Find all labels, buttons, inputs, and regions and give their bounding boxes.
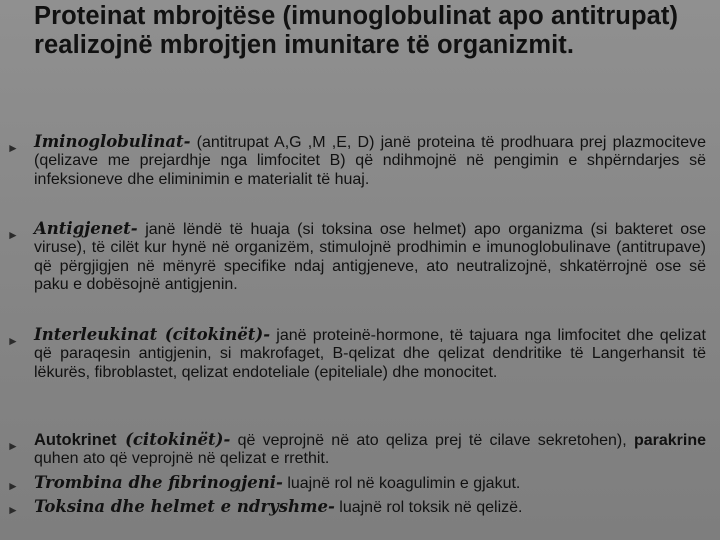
- bullet-text: [34, 220, 706, 295]
- bullet-term: Antigjenet-: [34, 219, 138, 238]
- bullet-term: Toksina dhe helmet e ndryshme-: [34, 497, 335, 516]
- bullet-description: luajnë rol toksik në qelizë.: [334, 499, 523, 516]
- bullet-description: janë proteinë-hormone, të tajuara nga limfocitet dhe qelizat që paraqesin antigjenin, si makrofaget, B-qelizat dhe qelizat dendritike të Langerhansit të lëkurës, fibroblastet, qelizat endoteliale (epiteliale) dhe monocitet.: [34, 327, 706, 381]
- bullet-description: që veprojnë në ato qeliza prej të cilave sekretohen),: [230, 432, 627, 449]
- bullet-term: Autokrinet: [34, 431, 117, 449]
- bullet-arrow-icon: ►: [7, 228, 19, 242]
- bullet-text: [34, 474, 706, 493]
- bullet-arrow-icon: ►: [7, 479, 19, 493]
- bullet-arrow-icon: ►: [7, 503, 19, 517]
- bullet-arrow-icon: ►: [7, 334, 19, 348]
- bullet-text: [34, 133, 706, 189]
- bullet-arrow-icon: ►: [7, 439, 19, 453]
- bullet-description: janë lëndë të huaja (si toksina ose helmet) apo organizma (si bakteret ose viruse), të cilët kur hynë në organizëm, stimulojnë prodhimin e imunoglobulinave (antitrupave) që përgjigjen në mënyrë specifike ndaj antigjeneve, ato neutralizojnë, shkatërrojnë ose së paku e dobësojnë antigjenin.: [34, 221, 706, 294]
- bullet-text: [34, 326, 706, 382]
- bullet-description-cont: quhen ato që veprojnë në qelizat e rrethit.: [34, 450, 330, 468]
- bullet-description: luajnë rol në koagulimin e gjakut.: [282, 475, 521, 492]
- bullet-emphasis: parakrine: [626, 432, 707, 449]
- bullet-term: Iminoglobulinat-: [34, 132, 191, 151]
- bullet-term-qualifier: (citokinët)-: [116, 430, 231, 449]
- bullet-term: Interleukinat (citokinët)-: [34, 325, 271, 344]
- slide-title: Proteinat mbrojtëse (imunoglobulinat apo antitrupat) realizojnë mbrojtjen imunitare të organizmit.: [34, 2, 679, 59]
- bullet-term: Trombina dhe fibrinogjeni-: [34, 473, 283, 492]
- bullet-text: [34, 498, 706, 517]
- bullet-description: (antitrupat A,G ,M ,E, D) janë proteina të prodhuara prej plazmociteve (qelizave me prejardhje nga limfocitet B) që ndihmojnë në pengimin e shpërndarjes së infeksioneve dhe eliminimin e materialit të huaj.: [34, 134, 706, 188]
- bullet-text: [34, 431, 706, 469]
- bullet-arrow-icon: ►: [7, 141, 19, 155]
